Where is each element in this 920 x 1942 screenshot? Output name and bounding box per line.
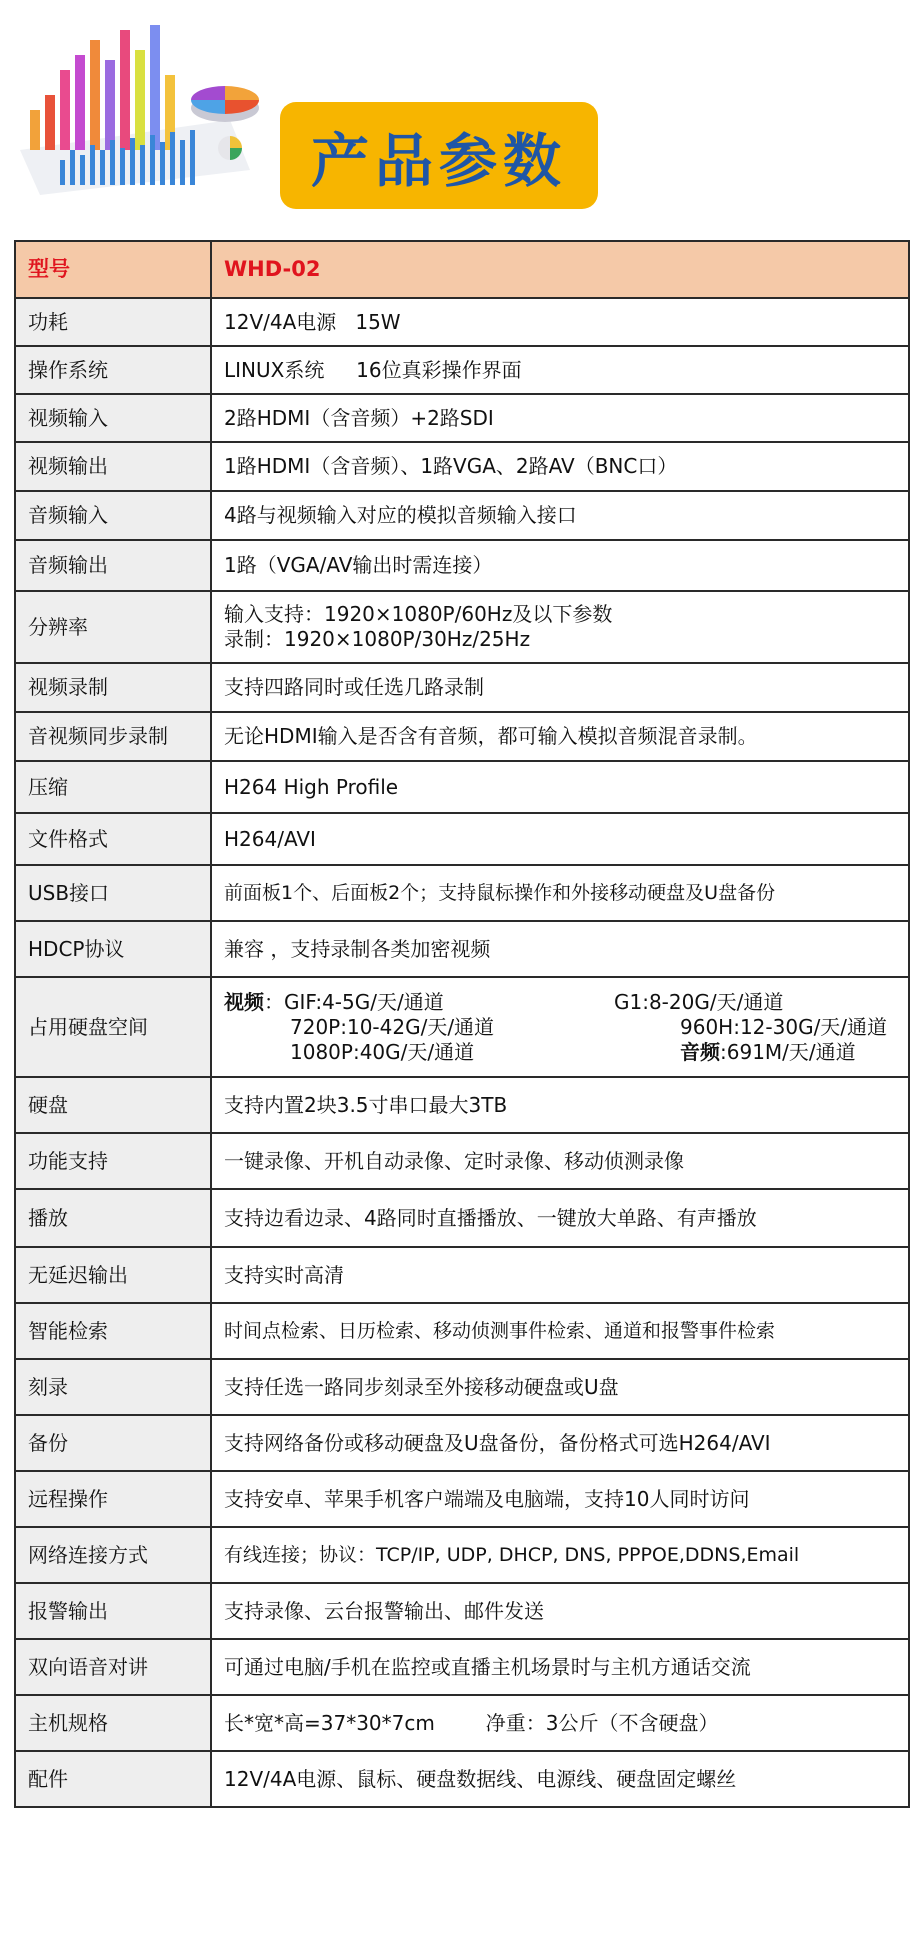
row-label: 音频输入: [15, 491, 211, 540]
row-value: 可通过电脑/手机在监控或直播主机场景时与主机方通话交流: [211, 1639, 909, 1695]
table-row: [15, 1415, 909, 1471]
table-row: [15, 865, 909, 921]
table-row: [15, 1303, 909, 1359]
row-label: 智能检索: [15, 1303, 211, 1359]
row-label: 功能支持: [15, 1133, 211, 1189]
row-value: H264 High Profile: [211, 761, 909, 813]
storage-audio: :691M/天/通道: [720, 1039, 856, 1064]
row-value: 支持内置2块3.5寸串口最大3TB: [211, 1077, 909, 1133]
row-label: 功耗: [15, 298, 211, 346]
table-row: [15, 921, 909, 977]
row-value: 2路HDMI（含音频）+2路SDI: [211, 394, 909, 442]
table-row: [15, 540, 909, 591]
row-value: 1路（VGA/AV输出时需连接）: [211, 540, 909, 591]
storage-line-3: [224, 1040, 896, 1065]
row-value: 支持四路同时或任选几路录制: [211, 663, 909, 712]
row-label: 操作系统: [15, 346, 211, 394]
table-row: [15, 1583, 909, 1639]
storage-g1: G1:8-20G/天/通道: [614, 989, 784, 1014]
row-label: 音视频同步录制: [15, 712, 211, 761]
row-label: 网络连接方式: [15, 1527, 211, 1583]
storage-line-1: [224, 990, 896, 1015]
table-row: [15, 1471, 909, 1527]
table-row: [15, 663, 909, 712]
table-row: [15, 1077, 909, 1133]
row-value: 支持录像、云台报警输出、邮件发送: [211, 1583, 909, 1639]
row-value: 12V/4A电源、鼠标、硬盘数据线、电源线、硬盘固定螺丝: [211, 1751, 909, 1807]
row-label: HDCP协议: [15, 921, 211, 977]
row-value: 12V/4A电源 15W: [211, 298, 909, 346]
row-value: 前面板1个、后面板2个；支持鼠标操作和外接移动硬盘及U盘备份: [211, 865, 909, 921]
row-value: 长*宽*高=37*30*7cm 净重：3公斤（不含硬盘）: [211, 1695, 909, 1751]
page-header: [0, 0, 920, 240]
row-label: 压缩: [15, 761, 211, 813]
row-value: 一键录像、开机自动录像、定时录像、移动侦测录像: [211, 1133, 909, 1189]
table-row: [15, 1695, 909, 1751]
row-value: 兼容 ，支持录制各类加密视频: [211, 921, 909, 977]
table-row: [15, 394, 909, 442]
storage-video-label: 视频: [224, 989, 264, 1014]
row-label: 备份: [15, 1415, 211, 1471]
table-row-model: [15, 241, 909, 298]
table-row: [15, 761, 909, 813]
row-label: 视频输出: [15, 442, 211, 491]
row-value: 支持实时高清: [211, 1247, 909, 1303]
storage-line-2: [224, 1015, 896, 1040]
row-label: 视频录制: [15, 663, 211, 712]
row-value: LINUX系统 16位真彩操作界面: [211, 346, 909, 394]
row-value: 时间点检索、日历检索、移动侦测事件检索、通道和报警事件检索: [211, 1303, 909, 1359]
table-row: [15, 1247, 909, 1303]
table-row: [15, 591, 909, 663]
row-value: WHD-02: [211, 241, 909, 298]
row-label: 远程操作: [15, 1471, 211, 1527]
row-label: 主机规格: [15, 1695, 211, 1751]
row-value: 支持任选一路同步刻录至外接移动硬盘或U盘: [211, 1359, 909, 1415]
resolution-input-line: 输入支持：1920×1080P/60Hz及以下参数: [224, 602, 613, 626]
table-row: [15, 977, 909, 1077]
row-label: 音频输出: [15, 540, 211, 591]
row-label: 分辨率: [15, 591, 211, 663]
row-label: 双向语音对讲: [15, 1639, 211, 1695]
row-value: 支持网络备份或移动硬盘及U盘备份，备份格式可选H264/AVI: [211, 1415, 909, 1471]
table-row: [15, 298, 909, 346]
row-label: 硬盘: [15, 1077, 211, 1133]
row-label: 刻录: [15, 1359, 211, 1415]
storage-audio-label: 音频: [680, 1039, 720, 1064]
row-value: 4路与视频输入对应的模拟音频输入接口: [211, 491, 909, 540]
table-row: [15, 491, 909, 540]
bar-chart-illustration-icon: [0, 0, 270, 200]
row-label: 配件: [15, 1751, 211, 1807]
row-value: [211, 591, 909, 663]
table-row: [15, 813, 909, 865]
table-row: [15, 1527, 909, 1583]
row-value: 支持安卓、苹果手机客户端端及电脑端，支持10人同时访问: [211, 1471, 909, 1527]
row-label: 文件格式: [15, 813, 211, 865]
page-title-banner: [280, 102, 598, 209]
spec-table: [14, 240, 910, 1808]
row-value: 1路HDMI（含音频）、1路VGA、2路AV（BNC口）: [211, 442, 909, 491]
table-row: [15, 442, 909, 491]
resolution-record-line: 录制：1920×1080P/30Hz/25Hz: [224, 627, 531, 651]
row-value: 支持边看边录、4路同时直播播放、一键放大单路、有声播放: [211, 1189, 909, 1247]
row-label: 视频输入: [15, 394, 211, 442]
table-row: [15, 1639, 909, 1695]
row-value: 有线连接；协议：TCP/IP, UDP, DHCP, DNS, PPPOE,DDNS,Email: [211, 1527, 909, 1583]
storage-1080p: 1080P:40G/天/通道: [290, 1039, 475, 1064]
row-label: 报警输出: [15, 1583, 211, 1639]
storage-gif: ：GIF:4-5G/天/通道: [264, 989, 444, 1014]
table-row: [15, 1751, 909, 1807]
row-label: 占用硬盘空间: [15, 977, 211, 1077]
row-label: USB接口: [15, 865, 211, 921]
storage-960h: 960H:12-30G/天/通道: [680, 1014, 888, 1039]
row-label: 型号: [15, 241, 211, 298]
table-row: [15, 1359, 909, 1415]
row-value: H264/AVI: [211, 813, 909, 865]
page-title: 产品参数: [310, 126, 567, 195]
table-row: [15, 712, 909, 761]
row-value: 无论HDMI输入是否含有音频，都可输入模拟音频混音录制。: [211, 712, 909, 761]
table-row: [15, 346, 909, 394]
table-row: [15, 1189, 909, 1247]
storage-720p: 720P:10-42G/天/通道: [290, 1014, 495, 1039]
row-label: 无延迟输出: [15, 1247, 211, 1303]
row-value: [211, 977, 909, 1077]
row-label: 播放: [15, 1189, 211, 1247]
table-row: [15, 1133, 909, 1189]
